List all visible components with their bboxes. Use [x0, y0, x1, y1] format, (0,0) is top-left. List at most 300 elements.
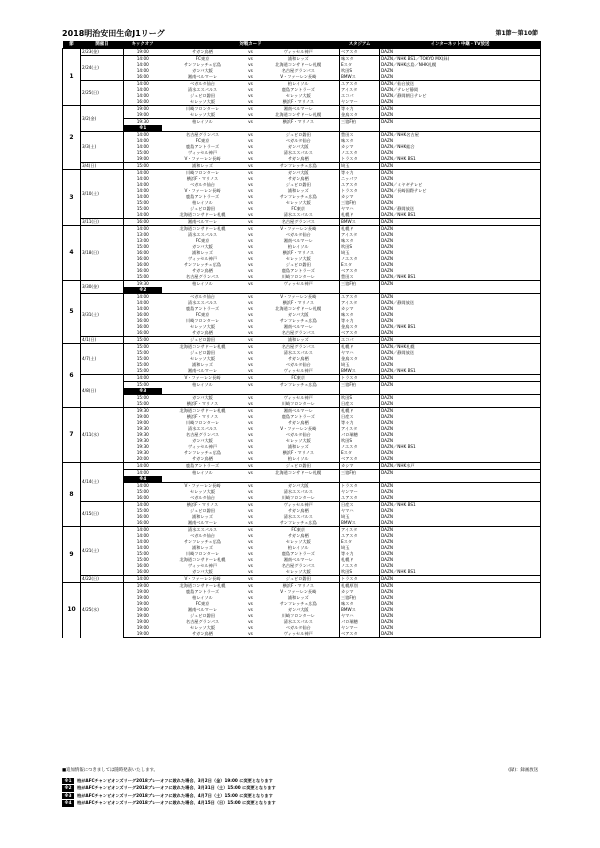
match-row: [63, 49, 541, 56]
schedule-table: [62, 41, 541, 638]
away-team: 浦和レッズ: [287, 444, 309, 449]
home-team: ヴィッセル神戸: [187, 150, 218, 155]
vs-label: vs: [248, 74, 253, 79]
broadcast: DAZN: [380, 232, 541, 238]
stadium: 吹田S: [340, 438, 380, 444]
away-team: 浦和レッズ: [258, 337, 340, 344]
vs-label: vs: [244, 49, 258, 56]
kickoff-time: 14:00: [136, 300, 149, 305]
vs-label: vs: [248, 483, 253, 488]
vs-label: vs: [248, 262, 253, 267]
vs-label: vs: [248, 176, 253, 181]
home-team: 浦和レッズ: [162, 163, 244, 170]
broadcast: DAZN: [380, 268, 541, 274]
vs-label: vs: [248, 150, 253, 155]
match-date: 4/7(土): [81, 344, 124, 375]
kickoff-time: 19:00: [136, 613, 149, 618]
kickoff-time: 15:00: [136, 362, 149, 367]
kickoff-time: 16:00: [136, 262, 149, 267]
home-team: ベガルタ仙台: [190, 495, 215, 500]
home-team: セレッソ大阪: [189, 112, 216, 117]
kickoff-time: 14:00: [136, 533, 149, 538]
stadium: アイスタ: [340, 87, 380, 93]
home-team: 名古屋グランパス: [185, 432, 220, 437]
stadium: ベアスタ: [340, 631, 380, 638]
vs-label: vs: [244, 163, 258, 170]
vs-label: vs: [248, 312, 253, 317]
vs-label: vs: [248, 244, 253, 249]
stadium: 味スタ: [340, 312, 380, 318]
vs-label: vs: [244, 119, 258, 126]
kickoff-time: 14:00: [136, 93, 149, 98]
broadcast: DAZN: [380, 420, 541, 426]
away-team: FC東京: [291, 206, 306, 211]
vs-label: vs: [248, 539, 253, 544]
match-row: [63, 576, 541, 583]
note-label: ※2: [62, 785, 74, 792]
vs-label: vs: [244, 375, 258, 382]
vs-label: vs: [248, 324, 253, 329]
home-team: 横浜F・マリノス: [186, 176, 219, 181]
away-team: 鹿島アントラーズ: [281, 87, 315, 92]
kickoff-time: 14:00: [124, 226, 162, 233]
recording-note: (録)：録画放送: [508, 768, 538, 773]
away-team: ヴィッセル神戸: [258, 49, 340, 56]
kickoff-time: 15:00: [124, 337, 162, 344]
match-row: [63, 463, 541, 470]
broadcast: DAZN: [380, 483, 541, 490]
vs-label: vs: [248, 330, 253, 335]
broadcast: DAZN／静岡放送: [380, 300, 541, 306]
home-team: サガン鳥栖: [162, 49, 244, 56]
section-number: 1: [63, 49, 81, 106]
vs-label: vs: [248, 495, 253, 500]
kickoff-time: 15:00: [136, 356, 149, 361]
away-team: セレッソ大阪: [285, 438, 311, 443]
kickoff-time: 14:00: [136, 306, 149, 311]
away-team: 鹿島アントラーズ: [281, 268, 315, 273]
stadium: 日産ス: [340, 414, 380, 420]
vs-label: vs: [244, 382, 258, 389]
kickoff-time: 15:00: [124, 163, 162, 170]
vs-label: vs: [244, 631, 258, 638]
away-team: 横浜F・マリノス: [282, 250, 314, 255]
away-team: 北海道コンサドーレ札幌: [258, 470, 340, 477]
stadium: パロ瑞穂: [340, 432, 380, 438]
home-team: サガン鳥栖: [192, 330, 213, 335]
away-team: ガンバ大阪: [287, 312, 309, 317]
away-team: 名古屋グランパス: [258, 219, 340, 226]
home-team: V・ファーレン長崎: [184, 188, 221, 193]
home-team: 川崎フロンターレ: [162, 106, 244, 113]
match-date: 3/11(日): [81, 219, 124, 226]
kickoff-time: 14:00: [124, 170, 162, 177]
away-team: 柏レイソル: [287, 545, 309, 550]
broadcast: DAZN／テレビ静岡: [380, 87, 541, 93]
away-team: 名古屋グランパス: [281, 563, 315, 568]
broadcast: DAZN: [380, 112, 541, 119]
home-team: V・ファーレン長崎: [162, 375, 244, 382]
stadium: 三協F柏: [340, 595, 380, 601]
broadcast: DAZN／NHK札幌: [380, 344, 541, 351]
home-team: 鹿島アントラーズ: [185, 589, 220, 594]
stadium: アイスタ: [340, 426, 380, 432]
home-team: ジュビロ磐田: [189, 508, 216, 513]
kickoff-time: 14:00: [136, 212, 149, 217]
stadium: 三協F柏: [340, 119, 380, 126]
stadium: エコパ: [340, 93, 380, 99]
broadcast: DAZN／ミヤギテレビ: [380, 182, 541, 188]
note-text: 柏がAFCチャンピオンズリーグ2018プレーオフに敗れた場合、3月2日（金）19:00 に変更となります: [77, 777, 273, 783]
away-team: 清水エスパルス: [283, 150, 313, 155]
stadium: ベアスタ: [340, 268, 380, 274]
home-team: 北海道コンサドーレ札幌: [179, 212, 226, 217]
stadium: ベアスタ: [340, 49, 380, 56]
kickoff-time: 14:00: [136, 68, 149, 73]
away-team: 清水エスパルス: [283, 619, 313, 624]
home-team: 川崎フロンターレ: [185, 420, 220, 425]
vs-label: vs: [248, 426, 253, 431]
kickoff-time: 14:00: [136, 138, 149, 143]
vs-label: vs: [248, 206, 253, 211]
home-team: 横浜F・マリノス: [162, 502, 244, 509]
home-team: 柏レイソル: [162, 470, 244, 477]
stadium: エコパ: [340, 337, 380, 344]
kickoff-time: 15:00: [136, 557, 149, 562]
kickoff-time: 14:00: [124, 294, 162, 301]
broadcast: DAZN／静岡放送: [380, 206, 541, 212]
stadium: 等々力: [340, 106, 380, 113]
kickoff-time: 14:00: [124, 527, 162, 534]
vs-label: vs: [244, 583, 258, 590]
vs-label: vs: [248, 432, 253, 437]
vs-label: vs: [248, 444, 253, 449]
home-team: V・ファーレン長崎: [184, 483, 221, 488]
home-team: サンフレッチェ広島: [183, 450, 222, 455]
broadcast: DAZN／NHK水戸: [380, 463, 541, 470]
home-team: ジュビロ磐田: [189, 93, 216, 98]
section-number: 7: [63, 408, 81, 463]
home-team: FC東京: [195, 238, 210, 243]
away-team: ガンバ大阪: [287, 483, 309, 488]
stadium: Eスタ: [340, 450, 380, 456]
vs-label: vs: [244, 226, 258, 233]
vs-label: vs: [244, 470, 258, 477]
stadium: 埼玉: [340, 362, 380, 368]
stadium: ベアスタ: [340, 330, 380, 337]
kickoff-time: 14:00: [136, 144, 149, 149]
stadium: 等々力: [340, 420, 380, 426]
away-team: 湘南ベルマーレ: [258, 408, 340, 415]
home-team: 名古屋グランパス: [185, 619, 220, 624]
kickoff-time: 19:00: [136, 595, 149, 600]
header-section: 節: [63, 41, 81, 49]
broadcast: DAZN: [380, 250, 541, 256]
section-number: 10: [63, 583, 81, 638]
kickoff-time: 19:30: [136, 438, 149, 443]
stadium: カシマ: [340, 306, 380, 312]
broadcast: DAZN／NHK総合: [380, 144, 541, 150]
vs-label: vs: [248, 250, 253, 255]
kickoff-time: 16:00: [136, 495, 149, 500]
match-date: 4/11(水): [81, 408, 124, 463]
note-marker: ※2: [124, 287, 162, 294]
away-team: 北海道コンサドーレ札幌: [275, 112, 322, 117]
home-team: ジュビロ磐田: [162, 337, 244, 344]
stadium: アイスタ: [340, 527, 380, 534]
vs-label: vs: [248, 368, 253, 373]
kickoff-time: 19:30: [124, 281, 162, 288]
section-number: 9: [63, 527, 81, 583]
kickoff-time: 14:00: [136, 194, 149, 199]
vs-label: vs: [244, 281, 258, 288]
broadcast: DAZN: [380, 625, 541, 631]
kickoff-time: 16:00: [136, 268, 149, 273]
match-date: 4/15(日): [81, 502, 124, 527]
broadcast: DAZN: [380, 414, 541, 420]
header-stadium: スタジアム: [340, 41, 380, 49]
broadcast: DAZN: [380, 489, 541, 495]
kickoff-time: 16:00: [136, 330, 149, 335]
stadium: 三協F柏: [340, 382, 380, 389]
broadcast: DAZN: [380, 256, 541, 262]
stadium: 埼玉: [340, 250, 380, 256]
kickoff-time: 15:00: [136, 274, 149, 279]
broadcast: DAZN: [380, 450, 541, 456]
stadium: ユアスタ: [340, 533, 380, 539]
stadium: 等々力: [340, 170, 380, 177]
stadium: 埼玉: [340, 163, 380, 170]
kickoff-time: 16:00: [136, 74, 149, 79]
stadium: 札幌ド: [340, 212, 380, 219]
away-team: 横浜F・マリノス: [258, 583, 340, 590]
vs-label: vs: [248, 182, 253, 187]
broadcast: DAZN／NHK BS1: [380, 502, 541, 509]
broadcast: DAZN: [380, 551, 541, 557]
away-team: サガン鳥栖: [287, 508, 309, 513]
stadium: トラスタ: [340, 483, 380, 490]
away-team: セレッソ大阪: [285, 539, 311, 544]
vs-label: vs: [248, 613, 253, 618]
vs-label: vs: [248, 420, 253, 425]
stadium: 三協F柏: [340, 470, 380, 477]
broadcast: DAZN／仙台放送: [380, 81, 541, 88]
home-team: 鹿島アントラーズ: [185, 306, 220, 311]
broadcast: DAZN: [380, 432, 541, 438]
kickoff-time: 14:00: [136, 482, 149, 488]
stadium: BMWス: [340, 219, 380, 226]
broadcast: DAZN: [380, 456, 541, 463]
home-team: 名古屋グランパス: [162, 132, 244, 139]
stadium: カシマ: [340, 194, 380, 200]
home-team: ガンバ大阪: [192, 569, 213, 574]
away-team: サガン鳥栖: [287, 420, 309, 425]
stadium: Eスタ: [340, 262, 380, 268]
kickoff-time: 14:00: [136, 188, 149, 193]
vs-label: vs: [248, 356, 253, 361]
home-team: V・ファーレン長崎: [162, 576, 244, 583]
home-team: 名古屋グランパス: [185, 274, 220, 279]
kickoff-time: 15:00: [136, 150, 149, 155]
broadcast: DAZN: [380, 583, 541, 590]
broadcast: DAZN: [380, 244, 541, 250]
away-team: V・ファーレン長崎: [280, 426, 317, 431]
home-team: ベガルタ仙台: [190, 182, 215, 187]
broadcast: DAZN: [380, 312, 541, 318]
broadcast: DAZN: [380, 99, 541, 106]
home-team: 柏レイソル: [192, 200, 213, 205]
vs-label: vs: [248, 268, 253, 273]
home-team: 鹿島アントラーズ: [185, 194, 220, 199]
broadcast: DAZN: [380, 470, 541, 477]
home-team: 清水エスパルス: [187, 87, 218, 92]
broadcast: DAZN: [380, 520, 541, 527]
vs-label: vs: [248, 238, 253, 243]
away-team: ジュビロ磐田: [258, 576, 340, 583]
vs-label: vs: [248, 414, 253, 419]
broadcast: DAZN: [380, 163, 541, 170]
home-team: ガンバ大阪: [192, 68, 213, 73]
home-team: 北海道コンサドーレ札幌: [162, 408, 244, 415]
vs-label: vs: [244, 408, 258, 415]
broadcast: DAZN: [380, 631, 541, 638]
away-team: 柏レイソル: [287, 244, 309, 249]
match-date: 3/3(土): [81, 132, 124, 163]
note-label: ※3: [62, 793, 74, 800]
vs-label: vs: [248, 93, 253, 98]
stadium: アイスタ: [340, 232, 380, 238]
away-team: ジュビロ磐田: [258, 463, 340, 470]
home-team: 柏レイソル: [162, 281, 244, 288]
home-team: 湘南ベルマーレ: [187, 368, 218, 373]
stadium: Eスタ: [340, 62, 380, 68]
kickoff-time: 19:00: [136, 156, 149, 161]
round-range: 第1節～第10節: [495, 30, 538, 37]
note-label: ※4: [62, 800, 74, 807]
kickoff-time: 19:30: [136, 426, 149, 431]
note-marker: ※4: [124, 476, 162, 483]
home-team: セレッソ大阪: [189, 489, 216, 494]
kickoff-time: 19:30: [136, 450, 149, 455]
stadium: ユアスタ: [340, 495, 380, 502]
away-team: ヴィッセル神戸: [283, 368, 313, 373]
broadcast: DAZN: [380, 226, 541, 233]
match-date: 4/1(日): [81, 337, 124, 344]
kickoff-time: 19:00: [136, 414, 149, 419]
footnote: ■追加情報につきましては随時発表いたします。: [62, 768, 158, 773]
broadcast: DAZN: [380, 238, 541, 244]
header-match: 対戦カード: [162, 41, 340, 49]
kickoff-time: 14:00: [124, 463, 162, 470]
away-team: 鹿島アントラーズ: [281, 414, 315, 419]
vs-label: vs: [248, 68, 253, 73]
match-date: 3/2(金): [81, 106, 124, 132]
home-team: 清水エスパルス: [187, 426, 218, 431]
broadcast: DAZN: [380, 119, 541, 126]
kickoff-time: 14:00: [136, 87, 149, 92]
home-team: ベガルタ仙台: [162, 81, 244, 88]
vs-label: vs: [244, 56, 258, 63]
match-date: 2/24(土): [81, 56, 124, 81]
vs-label: vs: [248, 274, 253, 279]
kickoff-time: 15:00: [136, 368, 149, 373]
vs-label: vs: [244, 132, 258, 139]
kickoff-time: 14:00: [124, 576, 162, 583]
vs-label: vs: [244, 502, 258, 509]
vs-label: vs: [248, 395, 253, 400]
stadium: 札幌ド: [340, 557, 380, 563]
stadium: ヤンマー: [340, 99, 380, 106]
broadcast: DAZN: [380, 106, 541, 113]
vs-label: vs: [248, 318, 253, 323]
broadcast: DAZN: [380, 382, 541, 389]
stadium: ヤンマー: [340, 489, 380, 495]
vs-label: vs: [248, 545, 253, 550]
kickoff-time: 19:30: [136, 432, 149, 437]
home-team: ガンバ大阪: [192, 438, 213, 443]
vs-label: vs: [248, 62, 253, 67]
away-team: 名古屋グランパス: [258, 344, 340, 351]
stadium: カシマ: [340, 144, 380, 150]
broadcast: DAZN／静岡朝日テレビ: [380, 93, 541, 99]
broadcast: DAZN／NHK BS1: [380, 444, 541, 450]
vs-label: vs: [248, 99, 253, 104]
home-team: FC東京: [195, 312, 210, 317]
broadcast: DAZN／NHK BS1: [380, 274, 541, 281]
kickoff-time: 19:30: [136, 444, 149, 449]
broadcast: DAZN: [380, 138, 541, 144]
home-team: セレッソ大阪: [189, 99, 216, 104]
vs-label: vs: [248, 456, 253, 461]
broadcast: DAZN／NHK BS1: [380, 569, 541, 576]
kickoff-time: 15:00: [136, 401, 149, 406]
away-team: 湘南ベルマーレ: [258, 106, 340, 113]
header-date: 開催日: [81, 41, 124, 49]
home-team: ベガルタ仙台: [190, 533, 215, 538]
away-team: サンフレッチェ広島: [258, 382, 340, 389]
away-team: ガンバ大阪: [287, 144, 309, 149]
kickoff-time: 19:00: [124, 583, 162, 590]
broadcast: DAZN: [380, 219, 541, 226]
home-team: 北海道コンサドーレ札幌: [179, 557, 226, 562]
home-team: サガン鳥栖: [162, 631, 244, 638]
away-team: 清水エスパルス: [283, 489, 313, 494]
home-team: ジュビロ磐田: [189, 350, 216, 355]
match-row: [63, 375, 541, 382]
stadium: ヤンマー: [340, 625, 380, 631]
home-team: FC東京: [195, 138, 210, 143]
kickoff-time: 19:00: [124, 106, 162, 113]
kickoff-time: 19:30: [124, 408, 162, 415]
kickoff-time: 15:00: [136, 551, 149, 556]
vs-label: vs: [248, 138, 253, 143]
stadium: カシマ: [340, 463, 380, 470]
note-text: 柏がAFCチャンピオンズリーグ2018プレーオフに敗れた場合、4月7日（土）15:00 に変更となります: [77, 792, 273, 798]
vs-label: vs: [248, 401, 253, 406]
broadcast: DAZN: [380, 281, 541, 288]
stadium: 埼玉: [340, 545, 380, 551]
kickoff-time: 19:00: [136, 619, 149, 624]
stadium: 等々力: [340, 318, 380, 324]
kickoff-time: 15:00: [136, 489, 149, 494]
away-team: 川崎フロンターレ: [281, 274, 315, 279]
away-team: 清水エスパルス: [283, 212, 313, 217]
match-row: [63, 163, 541, 170]
vs-label: vs: [248, 569, 253, 574]
vs-label: vs: [244, 219, 258, 226]
vs-label: vs: [244, 527, 258, 534]
vs-label: vs: [248, 87, 253, 92]
